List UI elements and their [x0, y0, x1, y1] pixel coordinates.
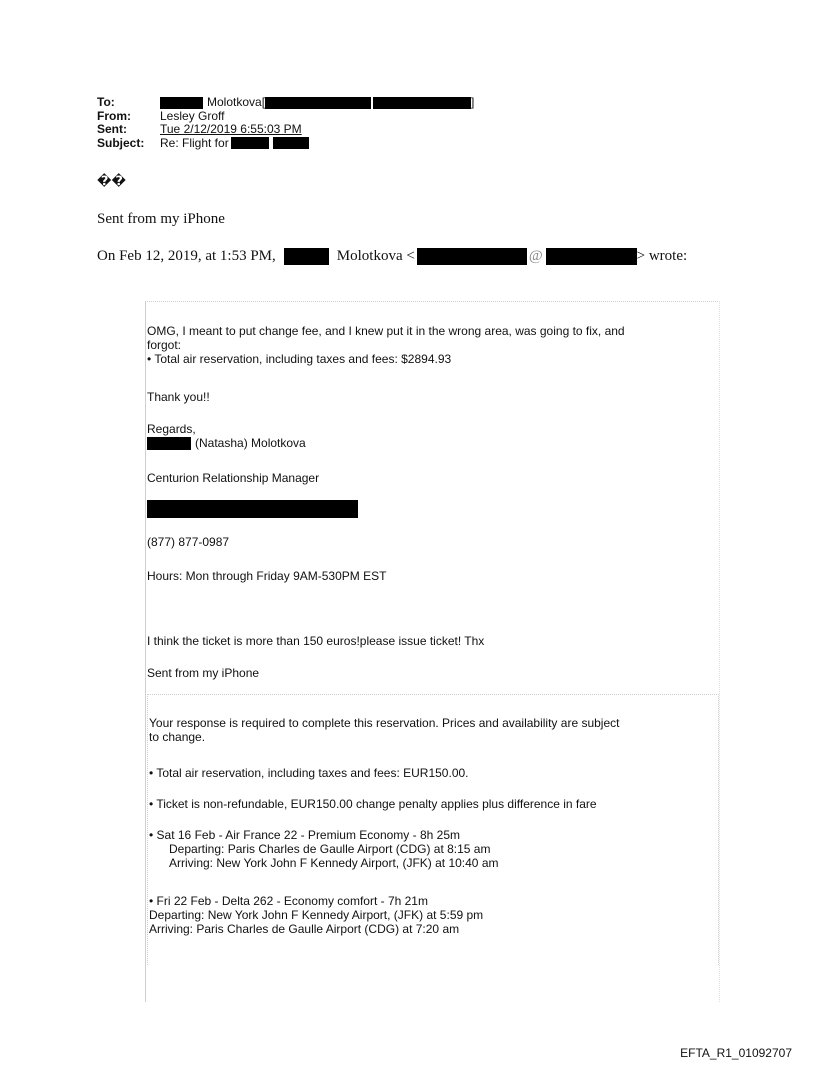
signature: [147, 422, 306, 450]
from-row: [97, 110, 474, 124]
flight2-line3: Arriving: Paris Charles de Gaulle Airport (CDG) at 7:20 am: [149, 922, 460, 936]
to-name: Molotkova[: [207, 95, 266, 109]
redaction: [147, 500, 358, 518]
redaction: [417, 248, 527, 265]
signature-hours: Hours: Mon through Friday 9AM-530PM EST: [147, 569, 387, 583]
ticket-note: I think the ticket is more than 150 euros!please issue ticket! Thx: [147, 634, 485, 648]
sent-label: Sent:: [97, 122, 127, 136]
quoted-paragraph-1: [147, 324, 712, 366]
refund-bullet: • Ticket is non-refundable, EUR150.00 change penalty applies plus difference in fare: [149, 797, 597, 811]
redaction: [546, 248, 637, 265]
sent-from-iphone-2: Sent from my iPhone: [147, 666, 260, 680]
total-bullet: • Total air reservation, including taxes and fees: EUR150.00.: [149, 766, 469, 780]
redaction: [147, 437, 191, 450]
on-prefix: On Feb 12, 2019, at 1:53 PM,: [97, 248, 276, 264]
redaction: [231, 137, 269, 149]
resp-line1: Your response is required to complete this reservation. Prices and availability are subject: [149, 716, 620, 730]
p1-line1: OMG, I meant to put change fee, and I knew put it in the wrong area, was going to fix, and: [147, 324, 625, 338]
redaction: [265, 97, 371, 109]
redaction: [160, 97, 203, 109]
resp-line2: to change.: [149, 730, 206, 744]
to-label: To:: [97, 95, 115, 109]
flight-1: [149, 828, 498, 870]
signature-phone: (877) 877-0987: [147, 535, 230, 549]
from-value: Lesley Groff: [160, 108, 225, 123]
subject-value: Re: Flight for: [160, 135, 229, 150]
email-header: [97, 96, 474, 150]
reply-glyphs: ��: [97, 174, 126, 189]
redaction: [284, 248, 329, 265]
flight2-line2: Departing: New York John F Kennedy Airport, (JFK) at 5:59 pm: [149, 908, 484, 922]
on-name: Molotkova <: [336, 248, 415, 264]
sent-row: [97, 123, 474, 137]
thanks: Thank you!!: [147, 390, 210, 404]
signature-name: (Natasha) Molotkova: [195, 436, 306, 450]
response-required: [149, 716, 711, 744]
to-row: [97, 96, 474, 110]
at-symbol: @: [528, 248, 543, 264]
signature-title: Centurion Relationship Manager: [147, 471, 320, 485]
flight1-line3: Arriving: New York John F Kennedy Airport, (JFK) at 10:40 am: [169, 856, 499, 870]
flight1-line1: • Sat 16 Feb - Air France 22 - Premium Economy - 8h 25m: [149, 828, 460, 842]
on-suffix: > wrote:: [636, 248, 688, 264]
to-end: ]: [471, 95, 475, 109]
redaction: [373, 97, 471, 109]
flight2-line1: • Fri 22 Feb - Delta 262 - Economy comfort - 7h 21m: [149, 894, 428, 908]
regards: Regards,: [147, 422, 196, 436]
sent-value: Tue 2/12/2019 6:55:03 PM: [160, 122, 302, 136]
p1-line2: forgot:: [147, 338, 182, 352]
flight1-line2: Departing: Paris Charles de Gaulle Airport (CDG) at 8:15 am: [169, 842, 491, 856]
from-label: From:: [97, 108, 131, 123]
sent-from-iphone: Sent from my iPhone: [97, 211, 225, 227]
redaction: [273, 137, 309, 149]
flight-2: [149, 894, 483, 936]
p1-bullet: • Total air reservation, including taxes and fees: $2894.93: [147, 352, 452, 366]
subject-label: Subject:: [97, 135, 145, 150]
on-wrote-line: [97, 248, 687, 265]
document-id: EFTA_R1_01092707: [680, 1046, 792, 1060]
subject-row: [97, 137, 474, 151]
